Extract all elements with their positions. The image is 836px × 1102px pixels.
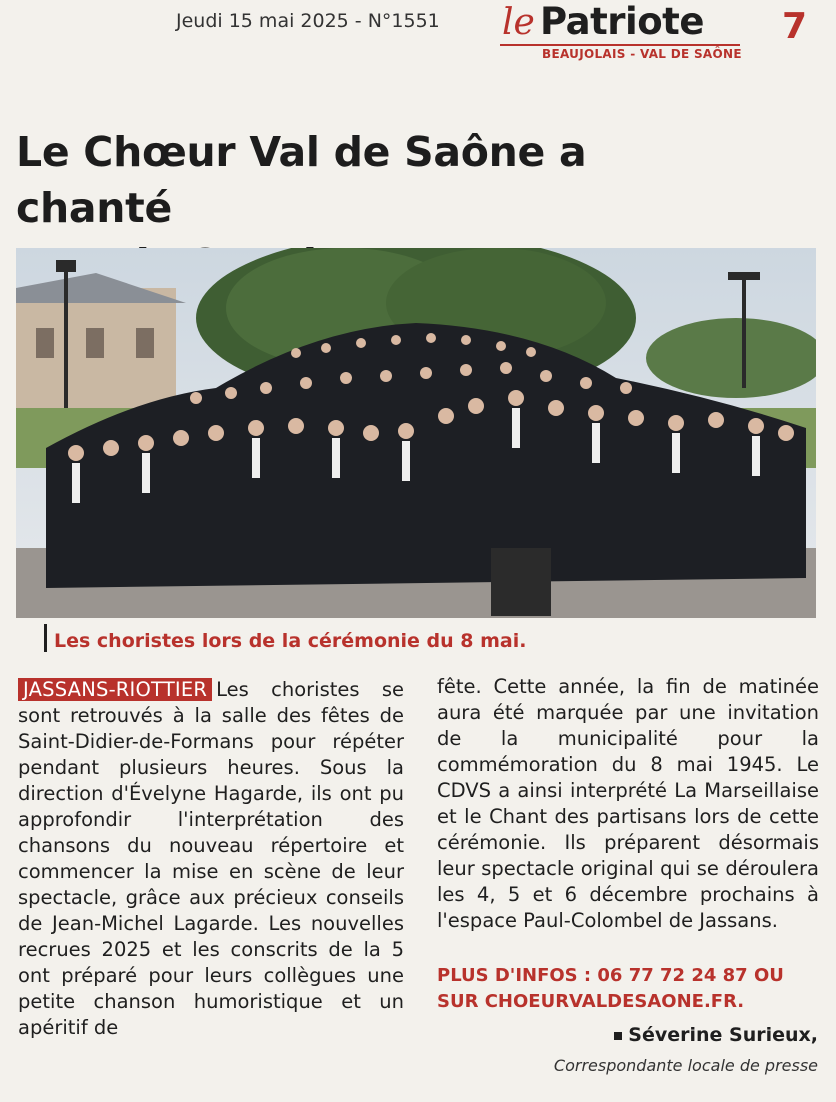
logo-name: Patriote (540, 0, 704, 43)
author-role: Correspondante locale de presse (553, 1056, 818, 1075)
page-number: 7 (782, 6, 808, 47)
info-phone: PLUS D'INFOS : 06 77 72 24 87 OU (437, 965, 784, 986)
title-line-1: Le Chœur Val de Saône a chanté (16, 128, 587, 232)
choir-photo (16, 248, 816, 618)
more-info (437, 963, 819, 1015)
body-text-right: fête. Cette année, la fin de matinée aura été marquée par une invitation de la municipalité pour la commémoration du 8 mai 1945. Le CDVS a ainsi interprété La Marseillaise et le Chant des partisans lors de cette cérémonie. Ils préparent désormais leur spectacle original qui se déroulera les 4, 5 et 6 décembre prochains à l'espace Paul-Colombel de Jassans. (437, 675, 819, 932)
logo-edition: BEAUJOLAIS - VAL DE SAÔNE (542, 47, 742, 61)
author-square-icon (614, 1032, 622, 1040)
issue-date: Jeudi 15 mai 2025 - N°1551 (176, 10, 440, 32)
body-text-left: Les choristes se sont retrouvés à la salle des fêtes de Saint-Didier-de-Formans pour répéter pendant plusieurs heures. Sous la direction d'Évelyne Hagarde, ils ont pu approfondir l'interprétation des chansons du nouveau répertoire et commencer la mise en scène de leur spectacle, grâce aux précieux conseils de Jean-Michel Lagarde. Les nouvelles recrues 2025 et les conscrits de la 5 ont préparé pour leurs collègues une petite chanson humoristique et un apéritif de (18, 678, 404, 1039)
logo-prefix: le (502, 2, 535, 43)
logo-rule (500, 44, 740, 46)
location-kicker: JASSANS-RIOTTIER (18, 678, 212, 701)
info-website: SUR CHOEURVALDESAONE.FR. (437, 991, 745, 1012)
caption-rule (44, 624, 47, 652)
article-body-left (18, 677, 404, 1041)
newspaper-logo (500, 0, 750, 64)
author-name: Séverine Surieux, (614, 1024, 818, 1046)
article-body-right (437, 674, 819, 934)
photo-caption: Les choristes lors de la cérémonie du 8 mai. (54, 630, 527, 652)
